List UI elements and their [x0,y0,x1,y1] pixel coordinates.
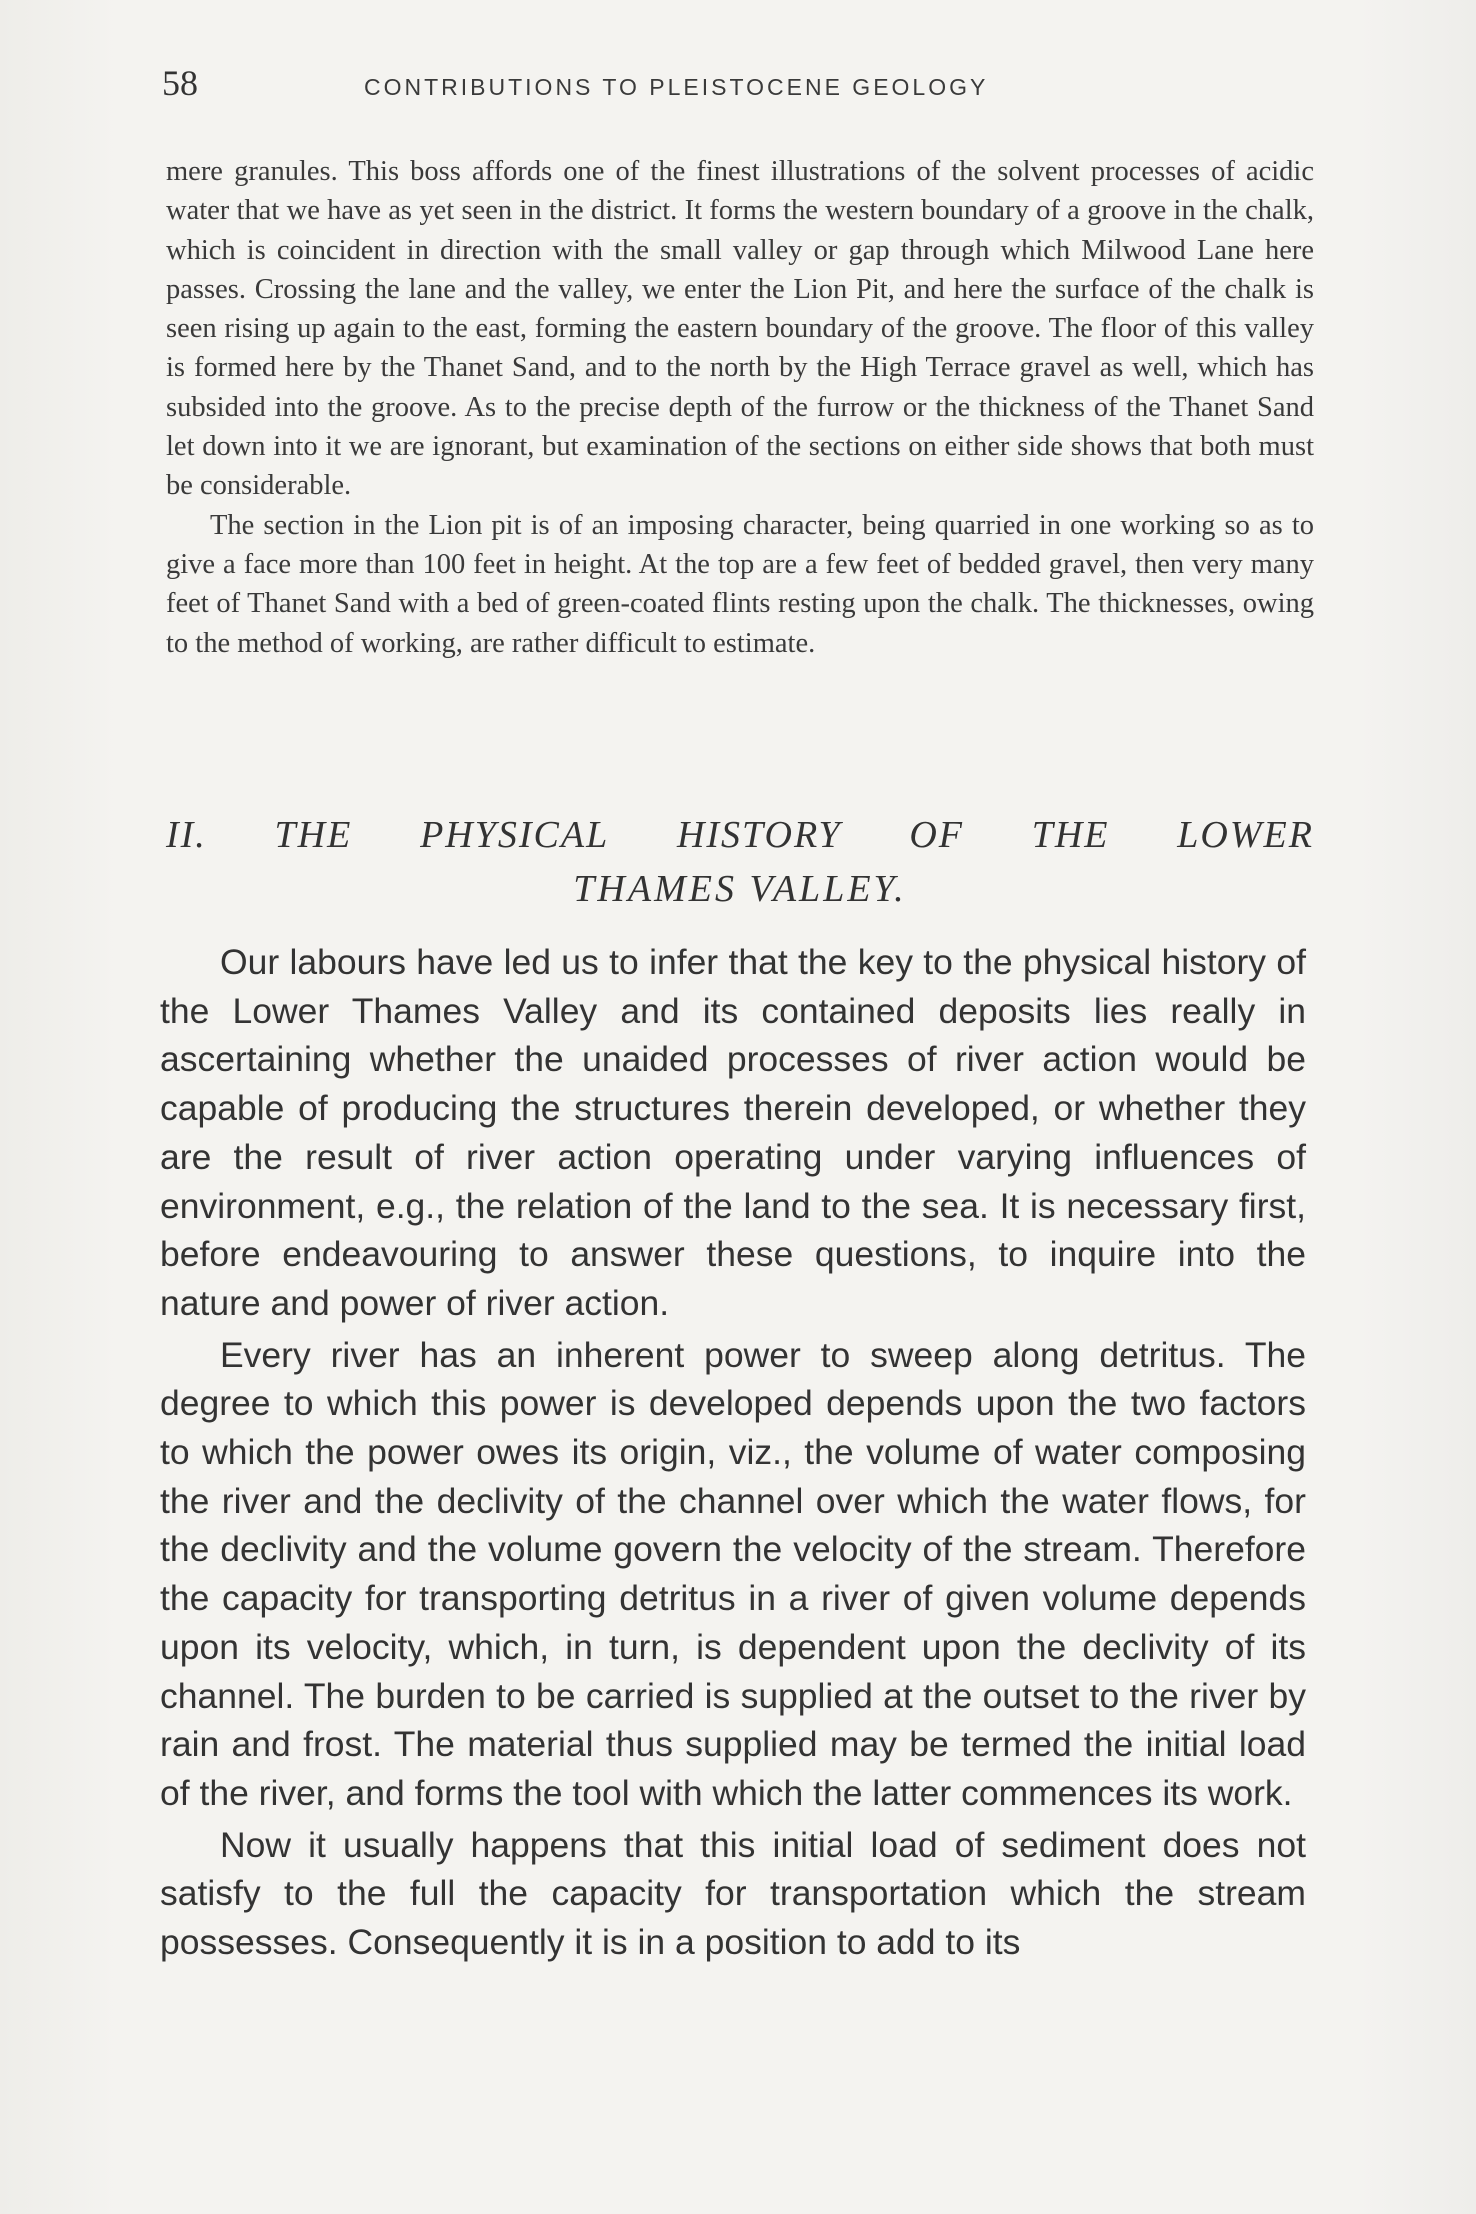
heading-word: THE [1031,814,1110,856]
heading-line-1 [166,808,1314,862]
paragraph-river-power: Every river has an inherent power to sweep along detritus. The degree to which this power is developed depends upon the two factors to which the power owes its origin, viz., the volume of water composing the river and the declivity of the channel over which the water flows, for the declivity and the volume govern the velocity of the stream. Therefore the capacity for transporting detritus in a river of given volume depends upon its velocity, which, in turn, is dependent upon the declivity of its channel. The burden to be carried is supplied at the outset to the river by rain and frost. The material thus supplied may be termed the initial load of the river, and forms the tool with which the latter commences its work. [160,1334,1306,1813]
page-number: 58 [162,63,198,103]
page-header [154,62,1304,112]
heading-line-2: THAMES VALLEY. [573,868,907,910]
paragraph-lion-pit: The section in the Lion pit is of an imposing character, being quarried in one working so as to give a face more than 100 feet in height. At the top are a few feet of bedded gravel, then very many feet of Thanet Sand with a bed of green-coated flints resting upon the chalk. The thicknesses, owing to the method of working, are rather difficult to estimate. [166,509,1314,659]
body-text-section [160,938,1306,1970]
section-heading [166,808,1314,916]
heading-word: PHYSICAL [420,814,610,856]
paragraph-initial-load: Now it usually happens that this initial load of sediment does not satisfy to the full the capacity for transportation which the stream possesses. Consequently it is in a position to add to its [160,1824,1306,1963]
section-numeral: II. [166,814,207,856]
heading-word: HISTORY [676,814,842,856]
heading-word: LOWER [1177,814,1314,856]
heading-word: OF [909,814,964,856]
heading-word: THE [274,814,353,856]
paragraph-continuation: mere granules. This boss affords one of the finest illustrations of the solvent processes of acidic water that we have as yet seen in the district. It forms the western boundary of a groove in the chalk, which is coincident in direction with the small valley or gap through which Milwood Lane here passes. Crossing the lane and the valley, we enter the Lion Pit, and here the surfɑce of the chalk is seen rising up again to the east, forming the eastern boundary of the groove. The floor of this valley is formed here by the Thanet Sand, and to the north by the High Terrace gravel as well, which has subsided into the groove. As to the precise depth of the furrow or the thickness of the Thanet Sand let down into it we are ignorant, but examination of the sections on either side shows that both must be considerable. [166,156,1314,502]
running-head: CONTRIBUTIONS TO PLEISTOCENE GEOLOGY [364,74,989,100]
small-print-section [166,152,1314,663]
paragraph-key-to-history: Our labours have led us to infer that the key to the physical history of the Lower Thames Valley and its contained deposits lies really in ascertaining whether the unaided processes of river action would be capable of producing the structures therein developed, or whether they are the result of river action operating under varying influences of environment, e.g., the relation of the land to the sea. It is necessary first, before endeavouring to answer these questions, to inquire into the nature and power of river action. [160,942,1306,1323]
